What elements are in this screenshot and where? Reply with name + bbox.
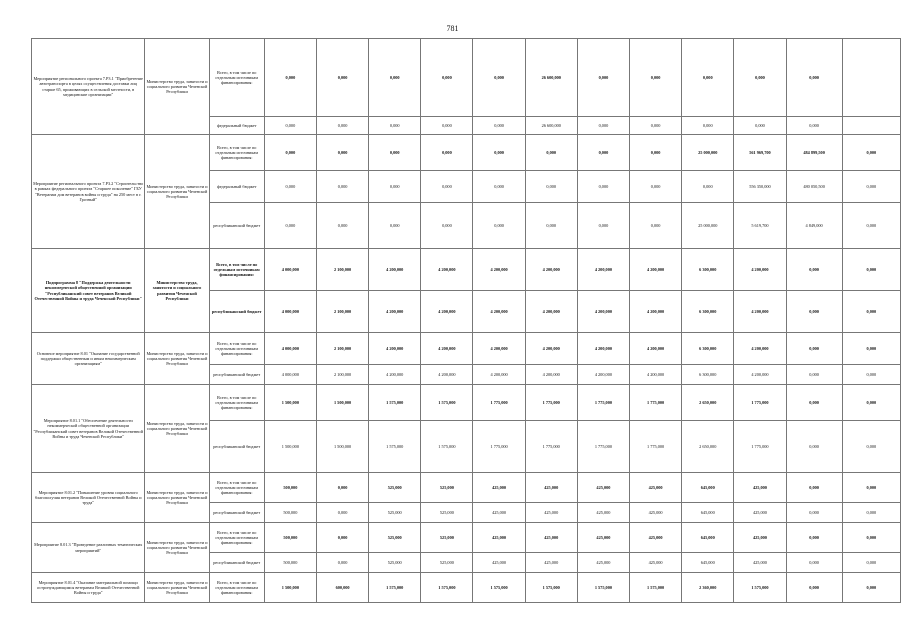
- amount-cell: 525,000: [369, 553, 421, 573]
- amount-cell: 2 360,000: [682, 573, 734, 603]
- amount-cell: 1 775,000: [734, 421, 786, 473]
- table-row: [32, 333, 901, 365]
- amount-cell: 0,000: [264, 171, 316, 203]
- amount-cell: 1 575,000: [421, 421, 473, 473]
- amount-cell: 4 200,000: [473, 365, 525, 385]
- amount-cell: 0,000: [577, 117, 629, 135]
- table-row: [32, 385, 901, 421]
- amount-cell: 0,000: [682, 117, 734, 135]
- amount-cell: 6 300,000: [682, 249, 734, 291]
- amount-cell: 4 200,000: [473, 333, 525, 365]
- table-row: [32, 135, 901, 171]
- responsible-org: Министерство труда, занятости и социального развития Чеченской Республики: [145, 333, 209, 385]
- amount-cell: 484 899,500: [786, 135, 842, 171]
- amount-cell: 4 200,000: [525, 333, 577, 365]
- amount-cell: 0,000: [316, 553, 368, 573]
- amount-cell: 1 775,000: [577, 385, 629, 421]
- amount-cell: 0,000: [473, 39, 525, 117]
- amount-cell: 4 200,000: [734, 291, 786, 333]
- amount-cell: 0,000: [786, 421, 842, 473]
- funding-source: республиканский бюджет: [209, 421, 264, 473]
- funding-source: республиканский бюджет: [209, 365, 264, 385]
- amount-cell: 2 100,000: [316, 249, 368, 291]
- amount-cell: 425,000: [734, 503, 786, 523]
- responsible-org: Министерство труда, занятости и социального развития Чеченской Республики: [145, 249, 209, 333]
- amount-cell: 4 200,000: [525, 249, 577, 291]
- amount-cell: 6 300,000: [682, 291, 734, 333]
- amount-cell: 0,000: [630, 135, 682, 171]
- amount-cell: 2 100,000: [316, 333, 368, 365]
- amount-cell: 0,000: [842, 171, 900, 203]
- amount-cell: 1 775,000: [630, 385, 682, 421]
- amount-cell: 1 500,000: [316, 421, 368, 473]
- amount-cell: 0,000: [264, 117, 316, 135]
- activity-name: Мероприятие 8.01.2 "Повышение уровня социального благополучия ветеранов Великой Отечественной Войны и труда": [32, 473, 145, 523]
- amount-cell: 0,000: [786, 249, 842, 291]
- amount-cell: 0,000: [842, 249, 900, 291]
- amount-cell: 0,000: [842, 553, 900, 573]
- activity-name: Основное мероприятие 8.01 "Оказание государственной поддержки общественным и иным некоммерческим организациям": [32, 333, 145, 385]
- amount-cell: 0,000: [786, 333, 842, 365]
- amount-cell: 4 200,000: [630, 291, 682, 333]
- amount-cell: 0,000: [786, 473, 842, 503]
- amount-cell: 0,000: [421, 171, 473, 203]
- amount-cell: 1 775,000: [525, 385, 577, 421]
- amount-cell: 26 600,000: [525, 117, 577, 135]
- amount-cell: 4 200,000: [630, 333, 682, 365]
- amount-cell: 4 200,000: [577, 249, 629, 291]
- amount-cell: 4 200,000: [421, 291, 473, 333]
- funding-source: Всего, в том числе по отдельным источникам финансирования:: [209, 573, 264, 603]
- amount-cell: 0,000: [786, 365, 842, 385]
- amount-cell: 556 350,000: [734, 171, 786, 203]
- funding-source: республиканский бюджет: [209, 291, 264, 333]
- amount-cell: 0,000: [577, 39, 629, 117]
- amount-cell: 1 575,000: [369, 573, 421, 603]
- amount-cell: 0,000: [682, 39, 734, 117]
- amount-cell: 0,000: [264, 203, 316, 249]
- amount-cell: [842, 39, 900, 117]
- amount-cell: 425,000: [473, 553, 525, 573]
- amount-cell: 425,000: [577, 473, 629, 503]
- amount-cell: 4 200,000: [369, 333, 421, 365]
- amount-cell: 0,000: [842, 385, 900, 421]
- amount-cell: 645,000: [682, 503, 734, 523]
- amount-cell: 1 575,000: [421, 385, 473, 421]
- amount-cell: 425,000: [577, 523, 629, 553]
- amount-cell: 0,000: [525, 203, 577, 249]
- amount-cell: 1 575,000: [369, 385, 421, 421]
- amount-cell: 0,000: [525, 135, 577, 171]
- amount-cell: 425,000: [734, 473, 786, 503]
- activity-name: Мероприятие 8.01.1 "Обеспечение деятельности некоммерческой общественной организации "Республиканский совет ветеранов Великой Отечественной Войны и труда Чеченской Республики": [32, 385, 145, 473]
- amount-cell: 0,000: [842, 291, 900, 333]
- responsible-org: Министерство труда, занятости и социального развития Чеченской Республики: [145, 39, 209, 135]
- amount-cell: 0,000: [842, 573, 900, 603]
- amount-cell: 26 600,000: [525, 39, 577, 117]
- amount-cell: 0,000: [369, 117, 421, 135]
- amount-cell: 0,000: [316, 503, 368, 523]
- amount-cell: 500,000: [264, 553, 316, 573]
- amount-cell: 480 050,500: [786, 171, 842, 203]
- activity-name: Мероприятие 8.01.3 "Проведение различных тематических мероприятий": [32, 523, 145, 573]
- amount-cell: 0,000: [421, 39, 473, 117]
- funding-source: республиканский бюджет: [209, 503, 264, 523]
- amount-cell: 0,000: [473, 117, 525, 135]
- amount-cell: 4 200,000: [421, 333, 473, 365]
- amount-cell: 600,000: [316, 573, 368, 603]
- responsible-org: Министерство труда, занятости и социального развития Чеченской Республики: [145, 135, 209, 249]
- amount-cell: 25 000,000: [682, 135, 734, 171]
- amount-cell: 4 200,000: [525, 365, 577, 385]
- amount-cell: 25 000,000: [682, 203, 734, 249]
- amount-cell: 425,000: [630, 473, 682, 503]
- activity-name: Мероприятие 8.01.4 "Оказание материальной помощи остронуждающимся ветеранам Великой Отечественной Войны и труда": [32, 573, 145, 603]
- amount-cell: 0,000: [473, 135, 525, 171]
- amount-cell: 425,000: [577, 553, 629, 573]
- amount-cell: 4 200,000: [421, 249, 473, 291]
- amount-cell: 6 300,000: [682, 365, 734, 385]
- amount-cell: 2 650,000: [682, 385, 734, 421]
- amount-cell: 4 200,000: [630, 249, 682, 291]
- amount-cell: 0,000: [473, 171, 525, 203]
- budget-table-body: [32, 39, 901, 603]
- amount-cell: 525,000: [421, 473, 473, 503]
- amount-cell: 0,000: [264, 135, 316, 171]
- amount-cell: 0,000: [786, 523, 842, 553]
- amount-cell: 1 500,000: [264, 385, 316, 421]
- amount-cell: 1 775,000: [630, 421, 682, 473]
- amount-cell: 425,000: [734, 523, 786, 553]
- amount-cell: 4 200,000: [577, 365, 629, 385]
- amount-cell: 0,000: [786, 291, 842, 333]
- amount-cell: 4 849,000: [786, 203, 842, 249]
- amount-cell: 0,000: [630, 171, 682, 203]
- amount-cell: 525,000: [421, 523, 473, 553]
- amount-cell: 0,000: [577, 203, 629, 249]
- amount-cell: 0,000: [577, 171, 629, 203]
- amount-cell: 425,000: [473, 523, 525, 553]
- amount-cell: 425,000: [525, 473, 577, 503]
- amount-cell: 425,000: [630, 523, 682, 553]
- amount-cell: 0,000: [842, 135, 900, 171]
- amount-cell: 1 575,000: [421, 573, 473, 603]
- amount-cell: 4 200,000: [734, 333, 786, 365]
- amount-cell: 0,000: [630, 39, 682, 117]
- amount-cell: 0,000: [786, 117, 842, 135]
- amount-cell: 525,000: [421, 553, 473, 573]
- amount-cell: 1 575,000: [525, 573, 577, 603]
- amount-cell: 425,000: [577, 503, 629, 523]
- activity-name: Мероприятие регионального проекта 7.Р3.1 "Приобретение автотранспорта в целях осуществления доставки лиц старше 65, проживающих в сельской местности, в медицинские организации": [32, 39, 145, 135]
- amount-cell: 1 775,000: [525, 421, 577, 473]
- activity-name: Подпрограмма 8 "Поддержка деятельности некоммерческой общественной организации "Республиканский совет ветеранов Великой Отечественной Войны и труда Чеченской Республики": [32, 249, 145, 333]
- amount-cell: 425,000: [525, 523, 577, 553]
- budget-table: [31, 38, 901, 603]
- amount-cell: 0,000: [842, 421, 900, 473]
- funding-source: Всего, в том числе по отдельным источникам финансирования:: [209, 135, 264, 171]
- funding-source: республиканский бюджет: [209, 553, 264, 573]
- amount-cell: 4 200,000: [369, 249, 421, 291]
- amount-cell: 0,000: [786, 39, 842, 117]
- amount-cell: 4 000,000: [264, 249, 316, 291]
- amount-cell: 425,000: [473, 473, 525, 503]
- amount-cell: 0,000: [316, 171, 368, 203]
- amount-cell: 4 200,000: [577, 333, 629, 365]
- responsible-org: Министерство труда, занятости и социального развития Чеченской Республики: [145, 523, 209, 573]
- activity-name: Мероприятие регионального проекта 7.Р3.2 "Строительство в рамках федерального проекта "Старшее поколение" ГБУ "Ветеранам дом ветеранов войны и труда" на 250 мест в г. Грозный": [32, 135, 145, 249]
- amount-cell: 0,000: [316, 523, 368, 553]
- amount-cell: 0,000: [842, 503, 900, 523]
- amount-cell: 5 619,700: [734, 203, 786, 249]
- funding-source: республиканский бюджет: [209, 203, 264, 249]
- amount-cell: 561 969,700: [734, 135, 786, 171]
- amount-cell: 0,000: [316, 203, 368, 249]
- amount-cell: 0,000: [786, 573, 842, 603]
- amount-cell: 0,000: [786, 385, 842, 421]
- amount-cell: 425,000: [473, 503, 525, 523]
- amount-cell: 4 000,000: [264, 333, 316, 365]
- amount-cell: 4 200,000: [734, 249, 786, 291]
- amount-cell: 0,000: [369, 171, 421, 203]
- amount-cell: 4 200,000: [369, 291, 421, 333]
- funding-source: Всего, в том числе по отдельным источникам финансирования:: [209, 333, 264, 365]
- amount-cell: 525,000: [369, 523, 421, 553]
- funding-source: Всего, в том числе по отдельным источникам финансирования:: [209, 523, 264, 553]
- amount-cell: 4 200,000: [630, 365, 682, 385]
- amount-cell: 4 200,000: [473, 249, 525, 291]
- amount-cell: 525,000: [369, 473, 421, 503]
- table-row: [32, 249, 901, 291]
- amount-cell: 525,000: [421, 503, 473, 523]
- amount-cell: 425,000: [734, 553, 786, 573]
- amount-cell: 0,000: [316, 473, 368, 503]
- amount-cell: 1 575,000: [369, 421, 421, 473]
- amount-cell: 0,000: [682, 171, 734, 203]
- amount-cell: 0,000: [842, 333, 900, 365]
- amount-cell: 1 575,000: [577, 573, 629, 603]
- amount-cell: 0,000: [842, 365, 900, 385]
- amount-cell: 0,000: [369, 39, 421, 117]
- amount-cell: 1 500,000: [316, 385, 368, 421]
- amount-cell: 425,000: [630, 503, 682, 523]
- amount-cell: 4 200,000: [369, 365, 421, 385]
- amount-cell: 0,000: [842, 473, 900, 503]
- amount-cell: 1 775,000: [734, 385, 786, 421]
- table-row: [32, 473, 901, 503]
- amount-cell: 1 575,000: [734, 573, 786, 603]
- amount-cell: 0,000: [316, 117, 368, 135]
- amount-cell: 1 575,000: [473, 573, 525, 603]
- amount-cell: 1 500,000: [264, 573, 316, 603]
- amount-cell: 425,000: [525, 553, 577, 573]
- funding-source: Всего, в том числе по отдельным источникам финансирования:: [209, 473, 264, 503]
- funding-source: Всего, в том числе по отдельным источникам финансирования:: [209, 249, 264, 291]
- amount-cell: 4 200,000: [421, 365, 473, 385]
- amount-cell: 0,000: [786, 553, 842, 573]
- amount-cell: 0,000: [842, 203, 900, 249]
- amount-cell: 425,000: [630, 553, 682, 573]
- amount-cell: 0,000: [421, 117, 473, 135]
- amount-cell: 0,000: [525, 171, 577, 203]
- amount-cell: 0,000: [369, 203, 421, 249]
- table-row: [32, 573, 901, 603]
- amount-cell: 4 200,000: [525, 291, 577, 333]
- amount-cell: 0,000: [734, 39, 786, 117]
- amount-cell: 4 200,000: [734, 365, 786, 385]
- amount-cell: 1 775,000: [473, 385, 525, 421]
- responsible-org: Министерство труда, занятости и социального развития Чеченской Республики: [145, 385, 209, 473]
- amount-cell: 500,000: [264, 523, 316, 553]
- amount-cell: [842, 117, 900, 135]
- amount-cell: 4 000,000: [264, 291, 316, 333]
- amount-cell: 4 200,000: [473, 291, 525, 333]
- amount-cell: 6 300,000: [682, 333, 734, 365]
- amount-cell: 0,000: [316, 135, 368, 171]
- amount-cell: 500,000: [264, 503, 316, 523]
- funding-source: федеральный бюджет: [209, 171, 264, 203]
- responsible-org: Министерство труда, занятости и социального развития Чеченской Республики: [145, 473, 209, 523]
- funding-source: федеральный бюджет: [209, 117, 264, 135]
- amount-cell: 0,000: [577, 135, 629, 171]
- table-row: [32, 523, 901, 553]
- table-row: [32, 39, 901, 117]
- amount-cell: 0,000: [264, 39, 316, 117]
- amount-cell: 645,000: [682, 473, 734, 503]
- amount-cell: 500,000: [264, 473, 316, 503]
- amount-cell: 1 775,000: [473, 421, 525, 473]
- amount-cell: 2 650,000: [682, 421, 734, 473]
- amount-cell: 1 500,000: [264, 421, 316, 473]
- amount-cell: 525,000: [369, 503, 421, 523]
- amount-cell: 0,000: [734, 117, 786, 135]
- amount-cell: 0,000: [842, 523, 900, 553]
- amount-cell: 0,000: [786, 503, 842, 523]
- amount-cell: 0,000: [369, 135, 421, 171]
- funding-source: Всего, в том числе по отдельным источникам финансирования:: [209, 385, 264, 421]
- amount-cell: 4 200,000: [577, 291, 629, 333]
- amount-cell: 0,000: [473, 203, 525, 249]
- responsible-org: Министерство труда, занятости и социального развития Чеченской Республики: [145, 573, 209, 603]
- amount-cell: 1 575,000: [630, 573, 682, 603]
- funding-source: Всего, в том числе по отдельным источникам финансирования:: [209, 39, 264, 117]
- amount-cell: 0,000: [630, 117, 682, 135]
- amount-cell: 0,000: [421, 203, 473, 249]
- amount-cell: 0,000: [421, 135, 473, 171]
- amount-cell: 425,000: [525, 503, 577, 523]
- amount-cell: 4 000,000: [264, 365, 316, 385]
- amount-cell: 645,000: [682, 523, 734, 553]
- amount-cell: 0,000: [316, 39, 368, 117]
- amount-cell: 2 100,000: [316, 365, 368, 385]
- amount-cell: 1 775,000: [577, 421, 629, 473]
- amount-cell: 2 100,000: [316, 291, 368, 333]
- page-number: 781: [446, 24, 459, 33]
- amount-cell: 645,000: [682, 553, 734, 573]
- amount-cell: 0,000: [630, 203, 682, 249]
